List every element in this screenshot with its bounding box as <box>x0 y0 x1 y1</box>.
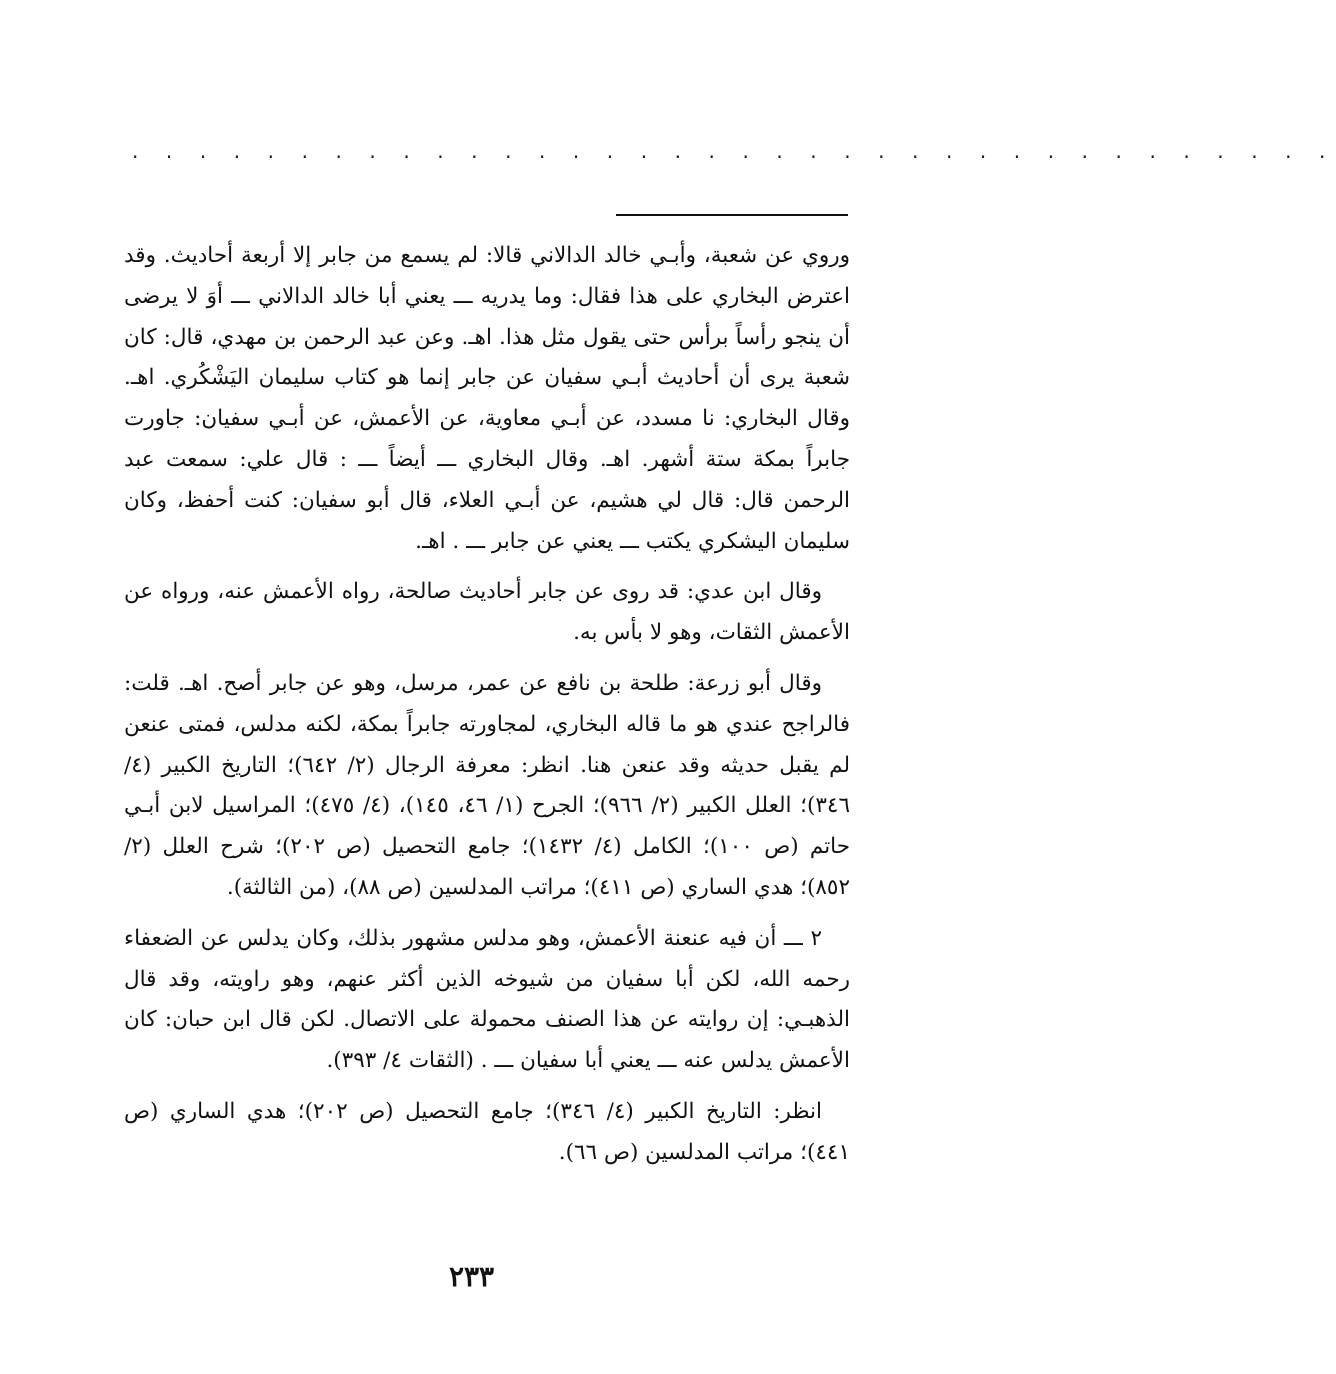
footnote-body <box>124 236 850 1174</box>
paragraph-references: انظر: التاريخ الكبير (٤/ ٣٤٦)؛ جامع التحصيل (ص ٢٠٢)؛ هدي الساري (ص ٤٤١)؛ مراتب المدلسين (ص ٦٦). <box>124 1098 850 1165</box>
paragraph-ibn-adi: وقال ابن عدي: قد روى عن جابر أحاديث صالحة، رواه الأعمش عنه، ورواه عن الأعمش الثقات، وهو لا بأس به. <box>124 579 850 646</box>
paragraph-abu-zurah: وقال أبو زرعة: طلحة بن نافع عن عمر، مرسل، وهو عن جابر أصح. اهـ. قلت: فالراجح عندي هو ما قاله البخاري، لمجاورته جابراً بمكة، لكنه مدلس، فمتى عنعن لم يقبل حديثه وقد عنعن هنا. انظر: معرفة الرجال (٢/ ٦٤٢)؛ التاريخ الكبير (٤/ ٣٤٦)؛ العلل الكبير (٢/ ٩٦٦)؛ الجرح (١/ ٤٦، ١٤٥)، (٤/ ٤٧٥)؛ المراسيل لابن أبـي حاتم (ص ١٠٠)؛ الكامل (٤/ ١٤٣٢)؛ جامع التحصيل (ص ٢٠٢)؛ شرح العلل (٢/ ٨٥٢)؛ هدي الساري (ص ٤١١)؛ مراتب المدلسين (ص ٨٨)، (من الثالثة). <box>124 670 851 900</box>
paragraph-narrations: وروي عن شعبة، وأبـي خالد الدالاني قالا: لم يسمع من جابر إلا أربعة أحاديث. وقد اعترض البخاري على هذا فقال: وما يدريه ـــ يعني أبا خالد الدالاني ـــ أوَ لا يرضى أن ينجو رأساً برأس حتى يقول مثل هذا. اهـ. وعن عبد الرحمن بن مهدي، قال: كان شعبة يرى أن أحاديث أبـي سفيان عن جابر إنما هو كتاب سليمان اليَشْكُري. اهـ. وقال البخاري: نا مسدد، عن أبـي معاوية، عن الأعمش، عن أبـي سفيان: جاورت جابراً بمكة ستة أشهر. اهـ. وقال البخاري ـــ أيضاً ـــ : قال علي: سمعت عبد الرحمن قال: قال لي هشيم، عن أبـي العلاء، قال أبو سفيان: كنت أحفظ، وكان سليمان اليشكري يكتب ـــ يعني عن جابر ـــ . اهـ. <box>124 243 850 554</box>
dotted-separator: · · · · · · · · · · · · · · · · · · · · · · · · · · · · · · · · · · · · <box>132 145 1336 169</box>
paragraph-point-two: ٢ ـــ أن فيه عنعنة الأعمش، وهو مدلس مشهور بذلك، وكان يدلس عن الضعفاء رحمه الله، لكن أبا سفيان من شيوخه الذين أكثر عنهم، وهو راويته، وقد قال الذهبـي: إن روايته عن هذا الصنف محمولة على الاتصال. لكن قال ابن حبان: كان الأعمش يدلس عنه ـــ يعني أبا سفيان ـــ . (الثقات ٤/ ٣٩٣). <box>124 925 850 1074</box>
page-number: ٢٣٣ <box>448 1260 495 1293</box>
footnote-rule <box>616 214 848 216</box>
